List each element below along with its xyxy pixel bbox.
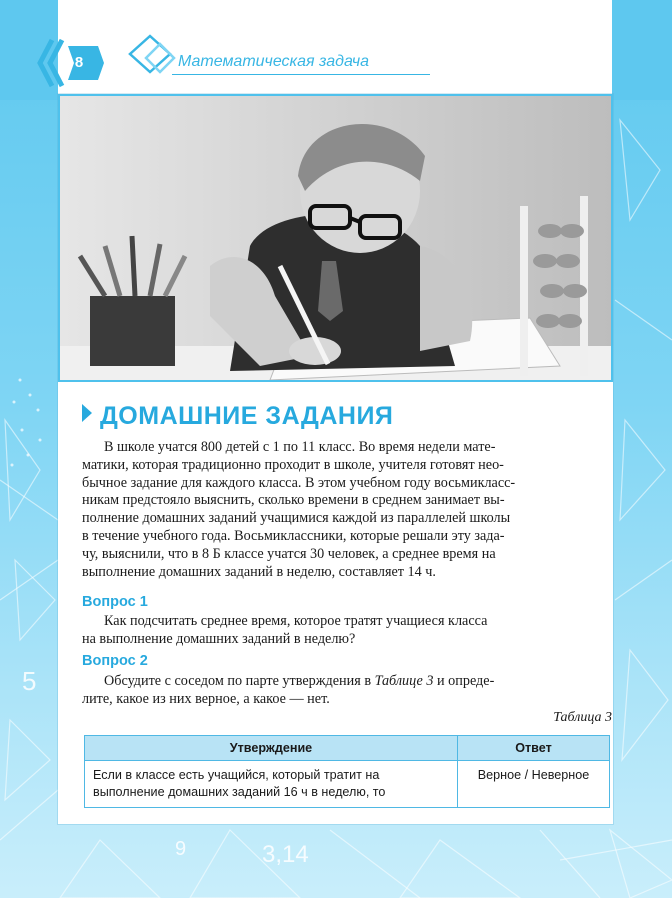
page-number: 8 [74,54,84,71]
statement-cell [85,761,458,808]
text-line: матики, которая традиционно проходит в школе, учителя готовят нео- [82,456,504,473]
section-title-text: ДОМАШНИЕ ЗАДАНИЯ [100,402,394,430]
header-band [0,0,672,100]
text-fragment: Обсудите с соседом по парте утверждения в [104,673,375,689]
question-2-text [82,673,612,709]
intro-paragraph [82,439,612,581]
statement-line: выполнение домашних заданий 16 ч в неделю, то [93,785,386,799]
text-line: В школе учатся 800 детей с 1 по 11 класс. Во время недели мате- [104,439,496,455]
decor-number-9: 9 [175,838,187,860]
decor-number-5: 5 [22,666,37,696]
table-header-row [85,736,610,761]
table-caption: Таблица 3 [553,710,612,725]
text-line: бычное задание для каждого класса. В этом учебном году восьмикласс- [82,474,516,491]
text-fragment: и опреде- [433,673,495,689]
question-1-text [82,613,612,649]
photo-boy-doing-homework [58,94,613,382]
header-underline [172,74,430,75]
header-title: Математическая задача [178,53,369,70]
column-header-answer: Ответ [458,736,610,761]
text-line: в течение учебного года. Восьмиклассники, которые решали эту зада- [82,527,505,544]
decor-number-pi: 3,14 [262,841,309,868]
text-line: выполнение домашних заданий в неделю, составляет 14 ч. [82,563,436,580]
text-line: чу, выяснили, что в 8 Б классе учатся 30 человек, а среднее время на [82,545,496,562]
statements-table [84,735,610,808]
text-line: никам предстояло выяснить, сколько времени в среднем занимает вы- [82,492,505,509]
question-1-label: Вопрос 1 [82,594,148,610]
section-title [82,402,393,431]
answer-cell: Верное / Неверное [458,761,610,808]
text-line: полнение домашних заданий учащимися каждой из параллелей школы [82,510,511,527]
triangle-bullet-icon [82,404,92,422]
text-line: лите, какое из них верное, а какое — нет. [82,690,330,707]
text-line: Как подсчитать среднее время, которое тратят учащиеся класса [104,613,488,629]
statement-line: Если в классе есть учащийся, который тратит на [93,768,380,782]
text-line: на выполнение домашних заданий в неделю? [82,630,356,647]
column-header-statement: Утверждение [85,736,458,761]
text-line [82,673,612,691]
table-row [85,761,610,808]
question-2-label: Вопрос 2 [82,653,148,669]
table-reference: Таблице 3 [374,673,434,689]
